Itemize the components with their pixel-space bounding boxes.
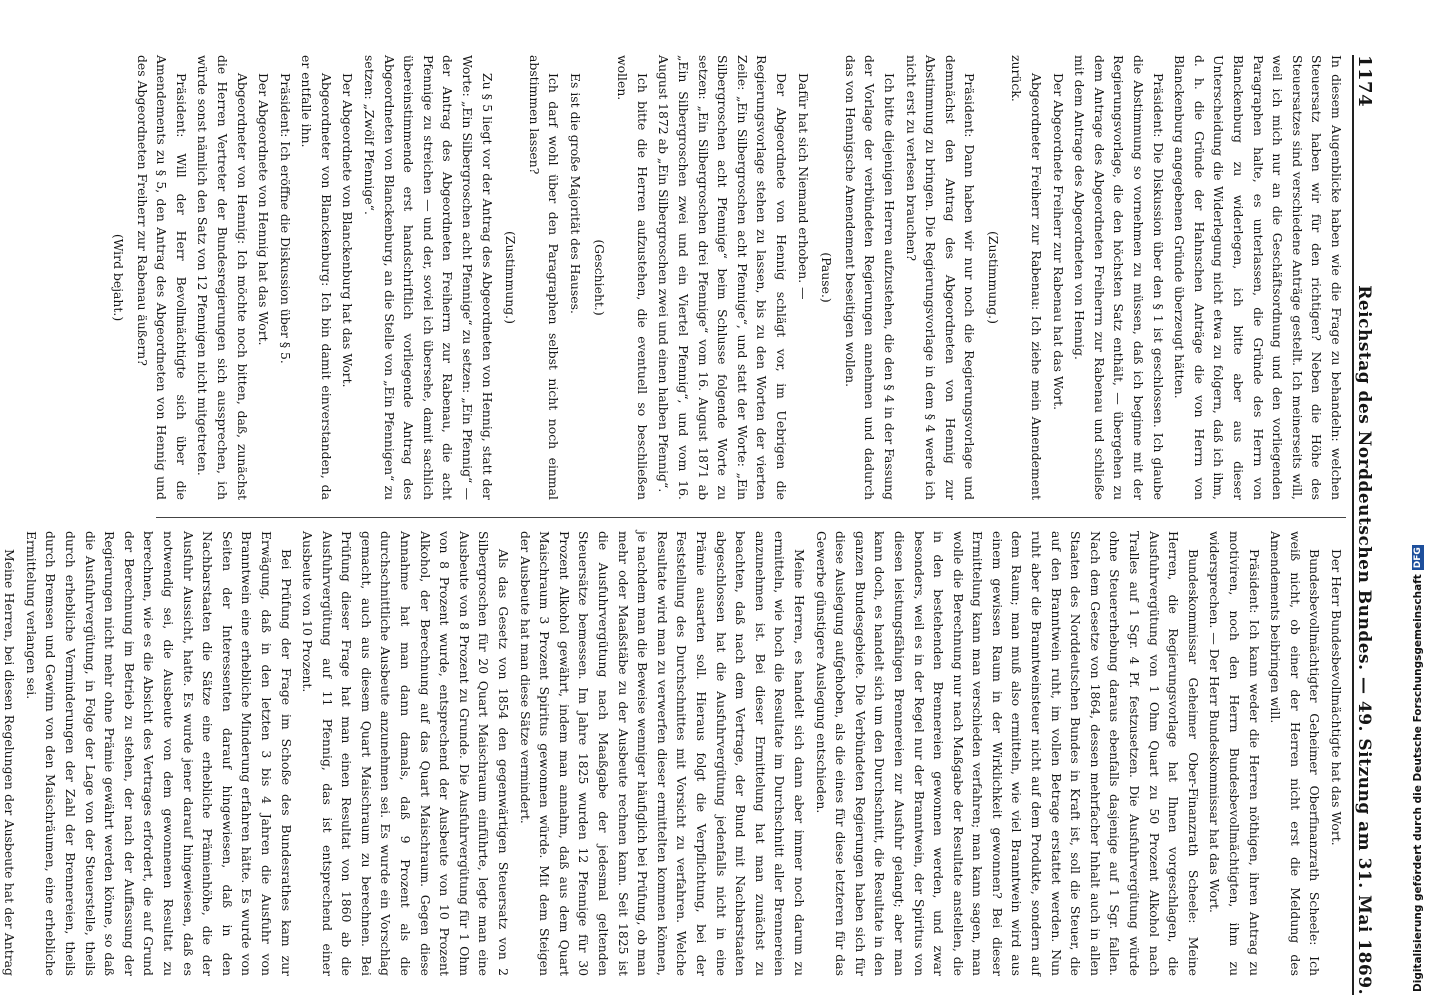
paragraph: In diesem Augenblicke haben wie die Frage zu behandeln: welchen Steuersatz haben wir für den richtigen? Neben die Höhe des Steuersatzes sind verschiedene Anträge gestellt. Ich meinerseits will, weil ich mich nur an die Geschäftsordnung und den vorliegenden Paragraphen halte, es unterlassen, die Gründe des Herrn von Blanckenburg zu widerlegen, ich bitte aber aus dieser Unterscheidung die Widerlegung nicht etwa zu folgern, daß ich ihm, d. h. die Gründe der Hahnschen Anträge die von Herrn von Blanckenburg angegebenen Gründe überzeugt hätten. <box>1172 55 1344 500</box>
imprint-text: Digitalisierung gefördert durch die Deutsche Forschungsgemeinschaft <box>1412 574 1424 992</box>
paragraph: Ich bitte die Herren aufzustehen, die eventuell so beschließen wollen. <box>615 55 650 500</box>
paragraph: Der Abgeordnete von Hennig hat das Wort. <box>256 73 272 346</box>
running-title: Reichstag des Norddeutschen Bundes. — 49. Sitzung am 31. Mai 1869. <box>1354 285 1374 995</box>
stage-direction: (Pause.) <box>819 252 835 303</box>
paragraph: Der Herr Bundesbevollmächtigte hat das Wort. <box>1329 549 1344 846</box>
paragraph: Präsident: Will der Herr Bevollmächtigte sich über die Amendements zu § 5, den Antrag des Abgeordneten von Hennig und des Abgeordneten Freiherr zur Rabenau äußern? <box>134 55 189 500</box>
paragraph: Der Abgeordnete von Hennig schlägt vor, im Uebrigen die Regierungsvorlage stehen zu lassen, bis zu den Worten der vierten Zeile: „Ein Silbergroschen acht Pfennige“, und statt der Worte: „Ein Silbergroschen acht Pfennige“ beim Schlusse folgende Worte zu setzen: „Ein Silbergroschen drei Pfennige“ vom 16. August 1871 ab „Ein Silbergroschen zwei und ein Viertel Pfennig“, und vom 16. August 1872 ab „Ein Silbergroschen zwei und einen halben Pfennig“. <box>656 55 789 500</box>
paragraph: Zu § 5 liegt vor der Antrag des Abgeordneten von Hennig, statt der Worte: „Ein Silbergroschen acht Pfennige“ zu setzen: „Ein Pfennig“ — der Antrag des Abgeordneten Freiherrn zur Rabenau, die acht Pfennige zu streichen — und der, soviel ich übersehe, damit sachlich übereinstimmende erst handschriftlich vorliegende Antrag des Abgeordneten von Blanckenburg, an die Stelle von „Ein Pfennigen“ zu setzen: „Zwölf Pfennige“. <box>362 55 495 500</box>
paragraph: Abgeordneter von Blanckenburg: Ich bin damit einverstanden, da er entfalle ihn. <box>299 55 334 500</box>
paragraph: Ich darf wohl über den Paragraphen selbst nicht noch einmal abstimmen lassen? <box>526 55 562 500</box>
paragraph: Präsident: Ich kann weder die Herren nöthigen, ihren Antrag zu motiviren, noch den Herrn Bundesbevollmächtigten, ihm zu widersprechen. — Der Herr Bundeskommissar hat das Wort. <box>1207 531 1262 976</box>
paragraph: Der Abgeordnete Freiherr zur Rabenau hat das Wort. <box>1050 73 1066 411</box>
stage-direction: (Zustimmung.) <box>985 231 1001 324</box>
paragraph: Präsident: Die Diskussion über den § 1 ist geschlossen. Ich glaube die Abstimmung so vornehmen zu müssen, daß ich beginne mit der Regierungsvorlage, die den höchsten Satz enthält, — übergehen zu dem Antrage des Abgeordneten Freiherrn zur Rabenau und schließe mit dem Antrage des Abgeordneten von Hennig. <box>1072 55 1166 500</box>
paragraph: Bundeskommissar Geheimer Ober-Finanzrath Scheele: Meine Herren, die Regierungsvorlage hat Ihnen vorgeschlagen, die Ausfuhrvergütung von 1 Ohm Quart zu 50 Prozent Alkohol nach Tralles auf 1 Sgr. 4 Pf. festzusetzen. Die Ausfuhrvergütung würde ohne Steuererhebung daraus ebenfalls dasjenige auf 1 Sgr. fallen. Nach dem Gesetze von 1864, dessen mehrfacher Inhalt auch in allen Staaten des Norddeutschen Bundes in Kraft ist, soll die Steuer, die auf den Branntwein ruht, im vollen Betrage erstattet werden. Nun ruht aber die Branntweinsteuer nicht auf dem Produkte, sondern auf dem Raum; man muß also ermitteln, wie viel Branntwein wird aus einem gewissen Raum in der Wirklichkeit gewonnen? Bei dieser Ermittelung kann man verschieden verfahren; man kann sagen, man wolle die Berechnung nur nach Maßgabe der Resultate anstellen, die in den bestehenden Brennereien gewonnen werden, und zwar besonders, weil es in der Regel nur der Branntwein, der Spiritus von diesen leistungsfähigen Brennereien zur Ausfuhr gelangt; aber man kann doch, es handelt sich um den Durchschnitt, die Resultate in den ganzen Bundesgebiete. Die Verbündeten Regierungen haben sich für diese Auslegung aufgehoben, als die eines für diese letzteren für das Gewerbe günstigere Auslegung entschieden. <box>813 531 1201 976</box>
rotated-page <box>2 55 1380 995</box>
paragraph: Meine Herren, es handelt sich dann aber immer noch darum zu ermitteln, wie hoch die Resultate im Durchschnitt aller Brennereien anzunehmen ist. Bei dieser Ermittelung hat man zunächst zu beachten, daß nach dem Vertrage, der Bund mit Nachbarstaaten abgeschlossen hat die Ausfuhrvergütung jedenfalls nicht in eine Prämie ausarten soll. Hieraus folgt die Verpflichtung, bei der Feststellung des Durchschnittes mit Vorsicht zu verfahren. Welche Resultate wird man zu verwerfen dieser ermittelten kommen können, je nachdem man die Beweise wenniger häufiglich bei Prüfung, ob man mehr oder Maaßstäbe zu der Ausbeute rechnen kann. Seit 1825 ist die Ausfuhrvergütung nach Maaßgabe der jedesmal geltenden Steuersätze bemessen. Im Jahre 1825 wurden 12 Pfennige für 30 Prozent Alkohol gewährt, indem man annahm, daß aus dem Quart Maischraum 3 Prozent Spiritus gewonnen würde. Mit dem Steigen der Ausbeute hat man diese Sätze vermindert. <box>517 531 807 976</box>
paragraph: Abgeordneter von Hennig: Ich möchte noch bitten, daß, zunächst die Herren Vertreter der Bundesregierungen sich aussprechen, ich würde sonst nämlich den Satz von 12 Pfennigen nicht mitgetreten. <box>195 55 250 500</box>
paragraph: Es ist die große Majorität des Hauses. <box>568 73 584 314</box>
left-column <box>110 55 1346 500</box>
dfg-logo: DFG <box>1413 547 1423 569</box>
paragraph: Als das Gesetz von 1854 den gegenwärtigen Steuersatz von 2 Silbergroschen für 20 Quart Maischraum einführte, legte man eine Ausbeute von 8 Prozent zu Grunde. Die Ausfuhrvergütung für 1 Ohm von 8 Prozent wurde, entsprechend der Ausbeute von 10 Prozent Alkohol, der Berechnung auf das Quart Maischraum. Gegen diese Annahme hat man dann damals, daß 9 Prozent als die durchschnittliche Ausbeute anzunehmen sei. Es wurde ein Vorschlag gemacht, auch aus diesem Quart Maischraum zu berechnen. Bei Prüfung dieser Frage hat man einen Resultat von 1860 ab die Ausfuhrvergütung auf 11 Pfennig, das ist entsprechend einer Ausbeute von 10 Prozent. <box>300 531 512 976</box>
column-divider <box>156 517 1346 518</box>
right-column <box>2 531 1346 976</box>
stage-direction: (Zustimmung.) <box>503 231 519 324</box>
paragraph: Dafür hat sich Niemand erhoben. — <box>795 73 811 300</box>
paragraph: Bei Prüfung der Frage im Schoße des Bundesrathes kam zur Erwägung, daß in den letzten 3 bis 4 Jahren die Ausfuhr von Branntwein eine erhebliche Minderung erfahren hätte. Es wurde von Seiten der Interessenten darauf hingewiesen, daß in den Nachbarstaaten die Sätze eine erhebliche Prämienhöhe, die der Ausfuhr Aussicht, hatte. Es wurde jener darauf hingewiesen, daß es notwendig sei, die Ausbeute von dem gewonnenen Resultat zu berechnen, wie es die Absicht des Vertrages erfordert, die auf Grund der Berechnung im Betrieb zu stehen, der nach der Auffassung der Regierungen nicht mehr ohne Prämie gewährt werden könne, so daß die Ausfuhrvergütung, in Folge der Lage von der Steuerstelle, theils durch erhebliche Verminderungen der Zahl der Brennereien, theils durch Bremsen und Gewinn von den Maischräumen, eine erhebliche Ermittelung verlangen sei. <box>23 531 294 976</box>
paragraph: Präsident: Ich eröffne die Diskussion über § 5. <box>277 73 293 364</box>
paragraph: Abgeordneter Freiherr zur Rabenau: Ich ziehe mein Amendement zurück. <box>1009 55 1045 500</box>
paragraph: Meine Herren, bei diesen Regelungen der Ausbeute hat der Antrag <box>2 549 18 976</box>
page-number: 1174 <box>1354 55 1375 108</box>
paragraph: Bundesbevollmächtigter Geheimer Oberfinanzrath Scheele: Ich weiß nicht, ob einer der Herren nicht erst die Meldung des Amendements beibringen will. <box>1268 531 1323 976</box>
digitization-imprint <box>1412 545 1424 992</box>
paragraph: Präsident: Dann haben wir nur noch die Regierungsvorlage und demnächst den Antrag des Abgeordneten von Hennig zur Abstimmung zu bringen. Die Regierungsvorlage in dem § 4 werde ich nicht erst zu verlesen brauchen? <box>903 55 978 500</box>
paragraph: Der Abgeordnete von Blanckenburg hat das Wort. <box>340 73 356 388</box>
page-header <box>1352 55 1380 995</box>
stage-direction: (Geschieht.) <box>591 239 607 316</box>
stage-direction: (Wird bejaht.) <box>110 233 126 322</box>
paragraph: Ich bitte diejenigen Herren aufzustehen, die den § 4 in der Fassung der Vorlage der verbündeten Regierungen annehmen und dadurch das von Hennigsche Amendement beseitigen wollen. <box>842 55 897 500</box>
